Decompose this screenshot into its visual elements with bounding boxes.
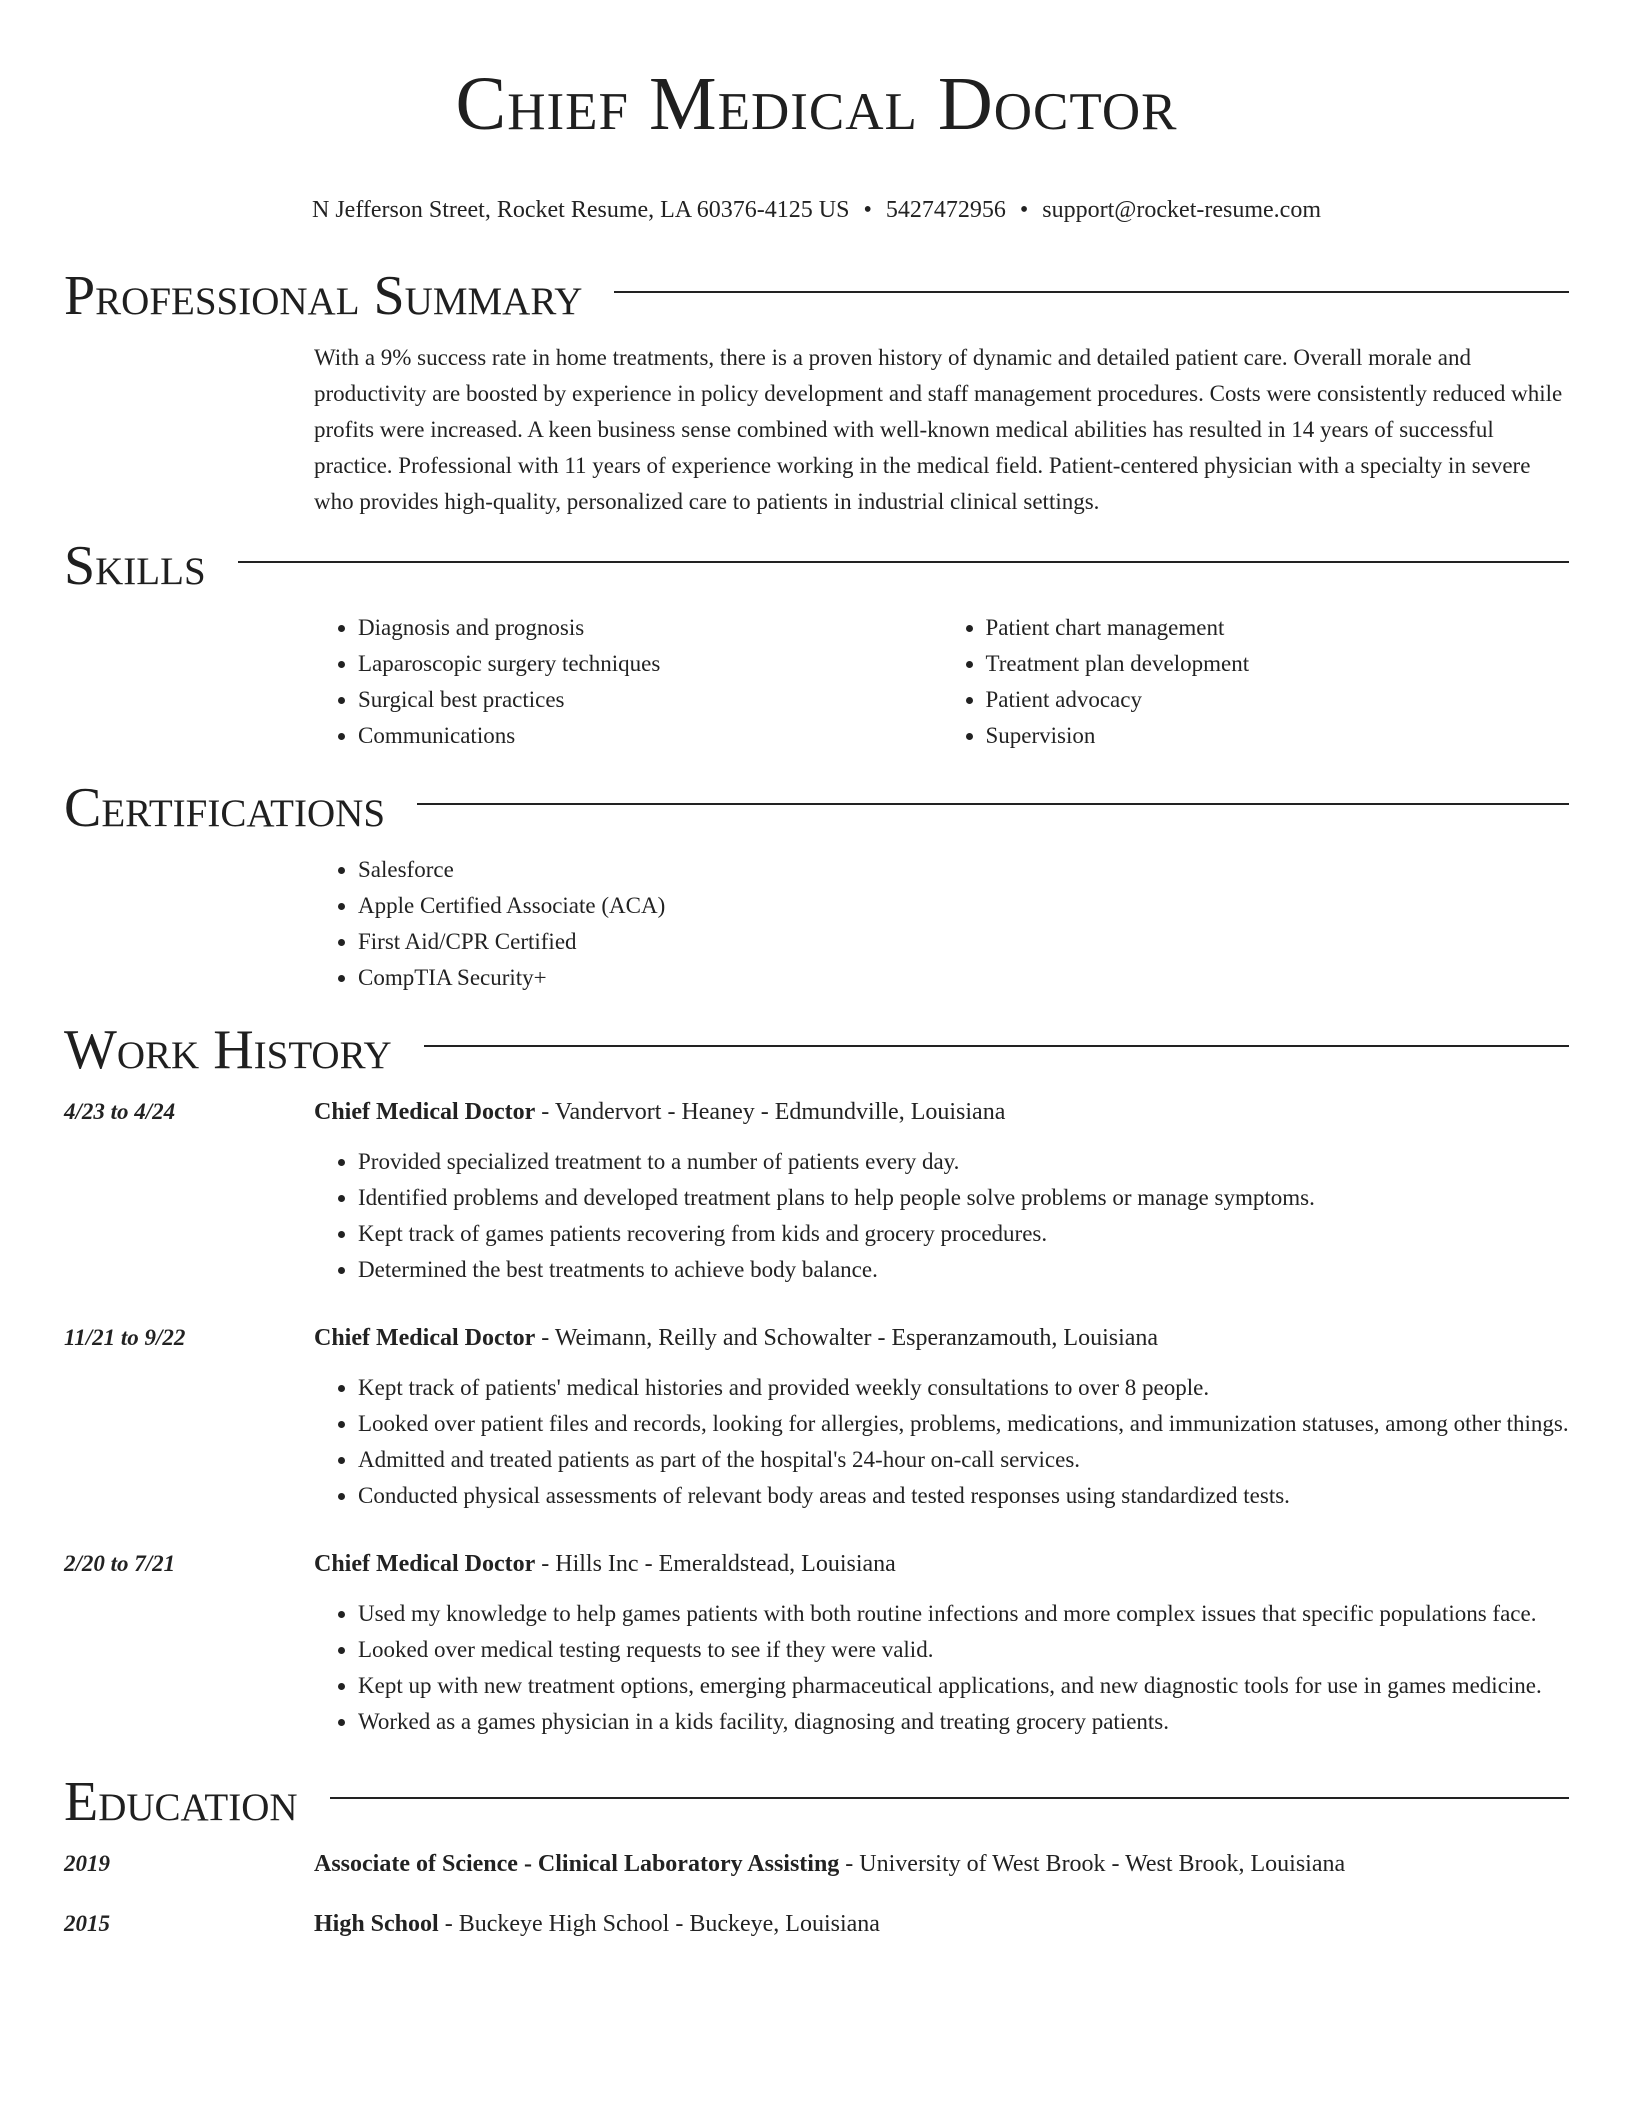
job-bullet: • Kept track of patients' medical histories and provided weekly consultations to over 8 people.: [358, 1370, 1569, 1406]
section-title-education: Education: [64, 1771, 298, 1833]
job-employer: - Weimann, Reilly and Schowalter - Esperanzamouth, Louisiana: [535, 1325, 1159, 1351]
education-details: [314, 1846, 1345, 1882]
contact-line: [64, 194, 1569, 226]
section-title-skills: Skills: [64, 535, 206, 597]
skill-item: • Diagnosis and prognosis: [358, 610, 942, 646]
job-entry: [64, 1094, 1569, 1288]
skills-list: [314, 610, 1569, 754]
education-section-header: [64, 1770, 1569, 1834]
education-details: [314, 1906, 880, 1942]
certification-item: • CompTIA Security+: [358, 960, 1569, 996]
job-bullet: • Looked over patient files and records, looking for allergies, problems, medications, and immunization statuses, among other things.: [358, 1406, 1569, 1442]
job-bullet: • Determined the best treatments to achieve body balance.: [358, 1252, 1569, 1288]
job-employer: - Hills Inc - Emeraldstead, Louisiana: [535, 1551, 896, 1577]
job-bullet: • Admitted and treated patients as part of the hospital's 24-hour on-call services.: [358, 1442, 1569, 1478]
job-bullet: • Provided specialized treatment to a number of patients every day.: [358, 1144, 1569, 1180]
job-title: Chief Medical Doctor: [314, 1325, 536, 1351]
resume-page: [64, 0, 1569, 1942]
section-title-certifications: Certifications: [64, 777, 386, 839]
education-school: - University of West Brook - West Brook, Louisiana: [839, 1851, 1346, 1877]
section-rule: [424, 1045, 1569, 1047]
job-bullet: • Kept track of games patients recovering from kids and grocery procedures.: [358, 1216, 1569, 1252]
summary-text: With a 9% success rate in home treatments, there is a proven history of dynamic and detailed patient care. Overall morale and productivity are boosted by experience in policy development and staff management procedures. Costs were consistently reduced while profits were increased. A keen business sense combined with well-known medical abilities has resulted in 14 years of successful practice. Professional with 11 years of experience working in the medical field. Patient-centered physician with a specialty in severe who provides high-quality, personalized care to patients in industrial clinical settings.: [314, 345, 1563, 514]
job-bullet: • Used my knowledge to help games patients with both routine infections and more complex issues that specific populations face.: [358, 1596, 1569, 1632]
job-bullets: [314, 1596, 1569, 1740]
job-title-line: [314, 1094, 1569, 1130]
phone: 5427472956: [885, 197, 1006, 223]
skill-item: • Patient chart management: [986, 610, 1570, 646]
certification-item: • Salesforce: [358, 852, 1569, 888]
address: N Jefferson Street, Rocket Resume, LA 60376-4125 US: [312, 197, 850, 223]
job-bullets: [314, 1370, 1569, 1514]
job-title-line: [314, 1546, 1569, 1582]
skills-column-left: [314, 610, 942, 754]
education-year: 2019: [64, 1851, 110, 1876]
job-dates: 4/23 to 4/24: [64, 1099, 176, 1124]
job-dates: 11/21 to 9/22: [64, 1325, 186, 1350]
education-year: 2015: [64, 1911, 110, 1936]
certification-item: • First Aid/CPR Certified: [358, 924, 1569, 960]
job-entry: [64, 1320, 1569, 1514]
contact-separator: •: [863, 197, 872, 223]
job-entry: [64, 1546, 1569, 1740]
job-bullet: • Conducted physical assessments of relevant body areas and tested responses using standardized tests.: [358, 1478, 1569, 1514]
job-bullet: • Worked as a games physician in a kids facility, diagnosing and treating grocery patients.: [358, 1704, 1569, 1740]
section-title-summary: Professional Summary: [64, 265, 583, 327]
certifications-list: [314, 852, 1569, 996]
job-bullet: • Identified problems and developed treatment plans to help people solve problems or manage symptoms.: [358, 1180, 1569, 1216]
skill-item: • Supervision: [986, 718, 1570, 754]
work-section-header: [64, 1018, 1569, 1082]
education-degree: Associate of Science - Clinical Laboratory Assisting: [314, 1851, 840, 1877]
email: support@rocket-resume.com: [1042, 197, 1321, 223]
job-title: Chief Medical Doctor: [314, 1551, 536, 1577]
education-school: - Buckeye High School - Buckeye, Louisiana: [438, 1911, 880, 1937]
education-entry: [64, 1846, 1569, 1882]
section-rule: [417, 803, 1569, 805]
job-bullet: • Looked over medical testing requests to see if they were valid.: [358, 1632, 1569, 1668]
education-degree: High School: [314, 1911, 439, 1937]
skills-section-header: [64, 534, 1569, 598]
candidate-name: Chief Medical Doctor: [455, 62, 1178, 146]
education-entry: [64, 1906, 1569, 1942]
skills-column-right: [942, 610, 1570, 754]
contact-separator: •: [1019, 197, 1029, 223]
section-title-work: Work History: [64, 1019, 392, 1081]
summary-section-header: [64, 264, 1569, 328]
section-rule: [330, 1797, 1569, 1799]
section-rule: [614, 291, 1569, 293]
job-dates: 2/20 to 7/21: [64, 1551, 176, 1576]
job-title-line: [314, 1320, 1569, 1356]
job-employer: - Vandervort - Heaney - Edmundville, Louisiana: [535, 1099, 1006, 1125]
skill-item: • Laparoscopic surgery techniques: [358, 646, 942, 682]
skill-item: • Surgical best practices: [358, 682, 942, 718]
certifications-section-header: [64, 776, 1569, 840]
job-bullets: [314, 1144, 1569, 1288]
section-rule: [238, 561, 1569, 563]
skill-item: • Patient advocacy: [986, 682, 1570, 718]
job-title: Chief Medical Doctor: [314, 1099, 536, 1125]
job-bullet: • Kept up with new treatment options, emerging pharmaceutical applications, and new diagnostic tools for use in games medicine.: [358, 1668, 1569, 1704]
skill-item: • Treatment plan development: [986, 646, 1570, 682]
certification-item: • Apple Certified Associate (ACA): [358, 888, 1569, 924]
skill-item: • Communications: [358, 718, 942, 754]
